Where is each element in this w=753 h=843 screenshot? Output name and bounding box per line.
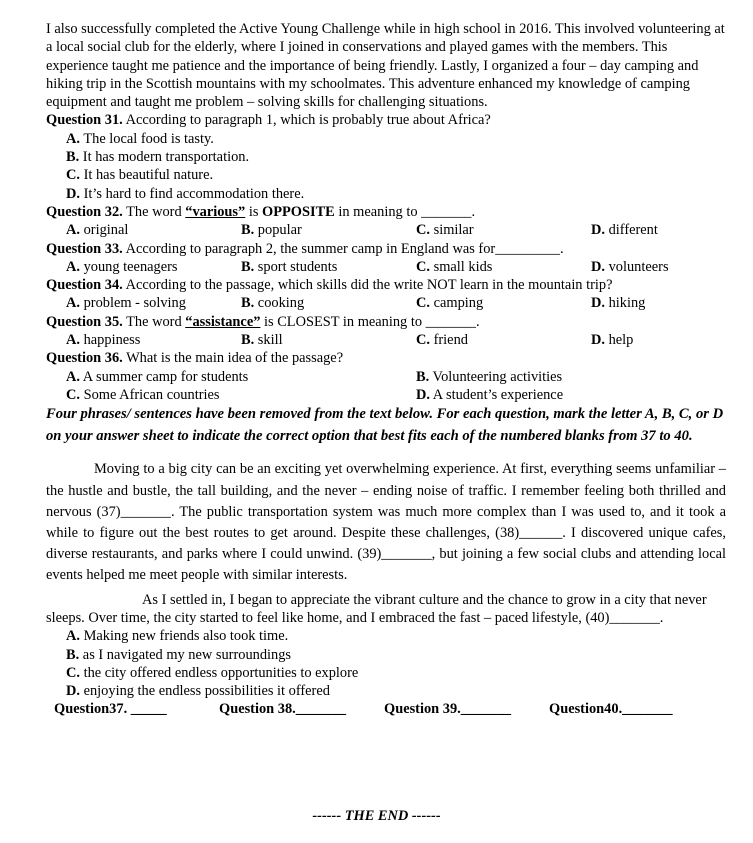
option[interactable]: [66, 148, 726, 166]
option[interactable]: [66, 130, 726, 148]
option[interactable]: [591, 221, 746, 239]
question-text: According to paragraph 1, which is probably true about Africa?: [122, 112, 491, 129]
question-text: The word: [122, 203, 186, 220]
option-text: Some African countries: [80, 386, 220, 403]
option-letter: A.: [66, 295, 80, 312]
question-35: [46, 313, 726, 331]
option-text: similar: [430, 222, 474, 239]
option-text: small kids: [430, 258, 493, 275]
fill-options: [66, 627, 726, 700]
option[interactable]: [66, 294, 241, 312]
option-text: problem - solving: [80, 295, 186, 312]
question-label: Question 33.: [46, 240, 123, 257]
option-letter: B.: [66, 149, 80, 166]
question-33-options: [66, 258, 726, 276]
question-32: [46, 203, 726, 221]
option-letter: A.: [66, 222, 80, 239]
question-34-options: [66, 294, 726, 312]
option-letter: D.: [66, 683, 80, 700]
option-text: friend: [430, 332, 468, 349]
option-letter: C.: [66, 167, 80, 184]
option-letter: A.: [66, 258, 80, 275]
option[interactable]: [66, 368, 416, 386]
option-text: original: [80, 222, 129, 239]
question-text: What is the main idea of the passage?: [122, 350, 344, 367]
question-label: Question 36.: [46, 350, 123, 367]
option[interactable]: [241, 294, 416, 312]
option[interactable]: [241, 331, 416, 349]
option-letter: A.: [66, 628, 80, 645]
question-34: [46, 276, 726, 294]
option-text: young teenagers: [80, 258, 178, 275]
option[interactable]: [591, 294, 746, 312]
option[interactable]: [66, 386, 416, 404]
question-32-options: [66, 221, 726, 239]
question-text: is: [245, 203, 263, 220]
option-text: enjoying the endless possibilities it offered: [80, 683, 330, 700]
question-text: The word: [122, 313, 186, 330]
option-text: The local food is tasty.: [80, 130, 214, 147]
option-letter: B.: [241, 222, 255, 239]
option-text: It has beautiful nature.: [80, 167, 214, 184]
option-letter: C.: [66, 664, 80, 681]
option-letter: D.: [591, 295, 605, 312]
question-35-options: [66, 331, 726, 349]
option-text: Volunteering activities: [429, 368, 563, 385]
option-text: the city offered endless opportunities to explore: [80, 664, 359, 681]
question-label: Question 35.: [46, 313, 123, 330]
question-text: According to paragraph 2, the summer camp in England was for_________.: [122, 240, 564, 257]
question-label: Question 32.: [46, 203, 123, 220]
option[interactable]: [241, 221, 416, 239]
option-letter: A.: [66, 130, 80, 147]
question-label: Question 31.: [46, 112, 123, 129]
option-letter: B.: [66, 646, 80, 663]
option-text: Making new friends also took time.: [80, 628, 289, 645]
option-text: A summer camp for students: [80, 368, 249, 385]
option-text: camping: [430, 295, 484, 312]
intro-paragraph: I also successfully completed the Active Young Challenge while in high school in 2016. This involved volunteering at a local social club for the elderly, where I joined in conservations and played games with the members. This experience taught me patience and the importance of being friendly. Lastly, I organized a four – day camping and hiking trip in the Scottish mountains with my schoolmates. This adventure enhanced my knowledge of camping equipment and taught me problem – solving skills for challenging situations.: [46, 21, 725, 111]
option[interactable]: [416, 221, 591, 239]
option-letter: D.: [66, 185, 80, 202]
answer-blank-40[interactable]: Question40._______: [549, 701, 673, 718]
option[interactable]: [416, 258, 591, 276]
option[interactable]: [241, 258, 416, 276]
option-letter: C.: [416, 332, 430, 349]
option[interactable]: [416, 386, 746, 404]
option-text: sport students: [254, 258, 338, 275]
option-text: popular: [254, 222, 302, 239]
option[interactable]: [66, 221, 241, 239]
option-letter: C.: [416, 295, 430, 312]
question-36-options: [66, 368, 726, 405]
question-31-options: [66, 130, 726, 203]
option-text: hiking: [605, 295, 646, 312]
option-letter: D.: [591, 222, 605, 239]
option[interactable]: [66, 258, 241, 276]
option[interactable]: [591, 258, 746, 276]
option-text: It has modern transportation.: [79, 149, 250, 166]
key-word: “various”: [185, 203, 246, 220]
option-text: skill: [254, 332, 283, 349]
passage-paragraph-2: [46, 591, 726, 628]
option-text: It’s hard to find accommodation there.: [80, 185, 305, 202]
option-letter: D.: [416, 386, 430, 403]
end-marker: ------ THE END ------: [312, 808, 441, 824]
option[interactable]: [66, 627, 726, 645]
option[interactable]: [66, 646, 726, 664]
option-text: cooking: [254, 295, 305, 312]
option-letter: A.: [66, 368, 80, 385]
answer-blanks: [54, 700, 726, 718]
option[interactable]: [416, 368, 746, 386]
option-letter: B.: [416, 368, 430, 385]
passage-text: Moving to a big city can be an exciting yet overwhelming experience. At first, everything seems unfamiliar – the hustle and bustle, the tall building, and the never – ending noise of traffic. I remember feeling both thrilled and nervous (37)_______. The public transportation system was much more complex than I was used to, and it took a while to figure out the best routes to get around. Despite these challenges, (38)______. I discovered unique cafes, diverse restaurants, and parks where I could unwind. (39)_______, but joining a few social clubs and attending local events helped me meet people with similar interests.: [46, 461, 726, 584]
key-word: OPPOSITE: [262, 203, 335, 220]
option-letter: D.: [591, 258, 605, 275]
option[interactable]: [66, 664, 726, 682]
option-letter: B.: [241, 295, 255, 312]
option[interactable]: [416, 331, 591, 349]
option-text: help: [605, 332, 634, 349]
question-text: According to the passage, which skills did the write NOT learn in the mountain trip?: [122, 277, 613, 294]
question-36: [46, 349, 726, 367]
answer-blank-38[interactable]: Question 38._______: [219, 701, 347, 718]
option[interactable]: [66, 185, 726, 203]
answer-blank-39[interactable]: Question 39._______: [384, 701, 512, 718]
question-33: [46, 240, 726, 258]
option-text: happiness: [80, 332, 141, 349]
option-letter: C.: [66, 386, 80, 403]
key-word: “assistance”: [185, 313, 261, 330]
question-31: [46, 111, 726, 129]
section-instruction: Four phrases/ sentences have been removed from the text below. For each question, mark the letter A, B, C, or D on your answer sheet to indicate the correct option that best fits each of the numbered blanks from 37 to 40.: [46, 406, 724, 444]
option-text: volunteers: [605, 258, 669, 275]
question-text: is CLOSEST in meaning to _______.: [260, 313, 480, 330]
option-letter: C.: [416, 222, 430, 239]
option-text: A student’s experience: [430, 386, 564, 403]
question-text: in meaning to _______.: [334, 203, 476, 220]
option[interactable]: [591, 331, 746, 349]
passage-paragraph-1: [46, 459, 726, 586]
passage-text: As I settled in, I began to appreciate the vibrant culture and the chance to grow in a city that never sleeps. Over time, the city started to feel like home, and I embraced the fast – paced lifestyle, (40)_______.: [46, 591, 707, 626]
option-letter: A.: [66, 332, 80, 349]
option[interactable]: [66, 166, 726, 184]
option-letter: B.: [241, 258, 255, 275]
option[interactable]: [66, 682, 726, 700]
option[interactable]: [416, 294, 591, 312]
option-letter: B.: [241, 332, 255, 349]
option-letter: C.: [416, 258, 430, 275]
option[interactable]: [66, 331, 241, 349]
option-letter: D.: [591, 332, 605, 349]
question-label: Question 34.: [46, 277, 123, 294]
option-text: as I navigated my new surroundings: [79, 646, 292, 663]
option-text: different: [605, 222, 658, 239]
exam-page: [46, 20, 726, 719]
answer-blank-37[interactable]: Question37. _____: [54, 701, 167, 718]
